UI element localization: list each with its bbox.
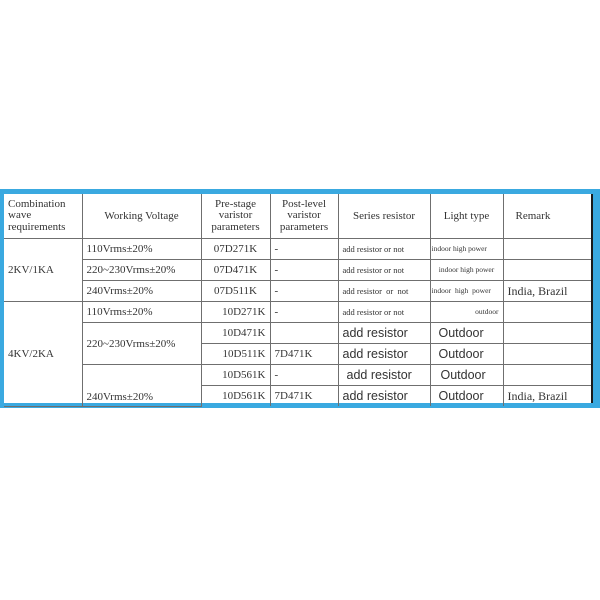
- remark-cell: [503, 365, 591, 386]
- light-type-cell: Outdoor: [430, 386, 503, 407]
- voltage-cell: 110Vrms±20%: [82, 302, 201, 323]
- series-resistor-cell: add resistor or not: [338, 281, 430, 302]
- header-working-voltage: Working Voltage: [82, 194, 201, 239]
- series-resistor-cell: add resistor: [338, 365, 430, 386]
- post-level-cell: -: [270, 239, 338, 260]
- remark-cell: [503, 323, 591, 344]
- series-resistor-cell: add resistor: [338, 344, 430, 365]
- requirement-cell: 2KV/1KA: [4, 239, 82, 302]
- varistor-selection-table: [4, 194, 591, 407]
- voltage-cell: 240Vrms±20%: [82, 281, 201, 302]
- table-row: [4, 323, 591, 344]
- header-row: [4, 194, 591, 239]
- post-level-cell: -: [270, 281, 338, 302]
- remark-cell: [503, 260, 591, 281]
- header-pre-stage: Pre-stage varistor parameters: [201, 194, 270, 239]
- table-row: [4, 281, 591, 302]
- pre-stage-cell: 07D271K: [201, 239, 270, 260]
- table-row: [4, 302, 591, 323]
- voltage-cell: 110Vrms±20%: [82, 239, 201, 260]
- remark-cell: India, Brazil: [503, 386, 591, 407]
- series-resistor-cell: add resistor or not: [338, 239, 430, 260]
- series-resistor-cell: add resistor or not: [338, 260, 430, 281]
- voltage-cell: 220~230Vrms±20%: [82, 323, 201, 365]
- light-type-cell: indoor high power: [430, 239, 503, 260]
- voltage-cell: 240Vrms±20%: [82, 365, 201, 407]
- post-level-cell: 7D471K: [270, 344, 338, 365]
- remark-cell: India, Brazil: [503, 281, 591, 302]
- remark-cell: [503, 344, 591, 365]
- post-level-cell: 7D471K: [270, 386, 338, 407]
- voltage-cell: 220~230Vrms±20%: [82, 260, 201, 281]
- table-frame: [0, 189, 600, 408]
- series-resistor-cell: add resistor or not: [338, 302, 430, 323]
- pre-stage-cell: 10D561K: [201, 386, 270, 407]
- light-type-cell: Outdoor: [430, 365, 503, 386]
- header-combination: Combination wave requirements: [4, 194, 82, 239]
- table-row: [4, 260, 591, 281]
- light-type-cell: Outdoor: [430, 323, 503, 344]
- pre-stage-cell: 07D511K: [201, 281, 270, 302]
- post-level-cell: -: [270, 365, 338, 386]
- post-level-cell: [270, 323, 338, 344]
- header-light-type: Light type: [430, 194, 503, 239]
- pre-stage-cell: 10D471K: [201, 323, 270, 344]
- pre-stage-cell: 10D561K: [201, 365, 270, 386]
- remark-cell: [503, 302, 591, 323]
- remark-cell: [503, 239, 591, 260]
- post-level-cell: -: [270, 260, 338, 281]
- light-type-cell: indoor high power: [430, 260, 503, 281]
- table-row: [4, 239, 591, 260]
- pre-stage-cell: 10D511K: [201, 344, 270, 365]
- light-type-cell: Outdoor: [430, 344, 503, 365]
- header-remark: Remark: [503, 194, 591, 239]
- header-post-level: Post-level varistor parameters: [270, 194, 338, 239]
- light-type-cell: indoor high power: [430, 281, 503, 302]
- series-resistor-cell: add resistor: [338, 386, 430, 407]
- pre-stage-cell: 10D271K: [201, 302, 270, 323]
- header-series-resistor: Series resistor: [338, 194, 430, 239]
- light-type-cell: outdoor: [430, 302, 503, 323]
- requirement-cell: 4KV/2KA: [4, 302, 82, 407]
- table-container: [4, 194, 593, 403]
- pre-stage-cell: 07D471K: [201, 260, 270, 281]
- post-level-cell: -: [270, 302, 338, 323]
- series-resistor-cell: add resistor: [338, 323, 430, 344]
- table-row: [4, 365, 591, 386]
